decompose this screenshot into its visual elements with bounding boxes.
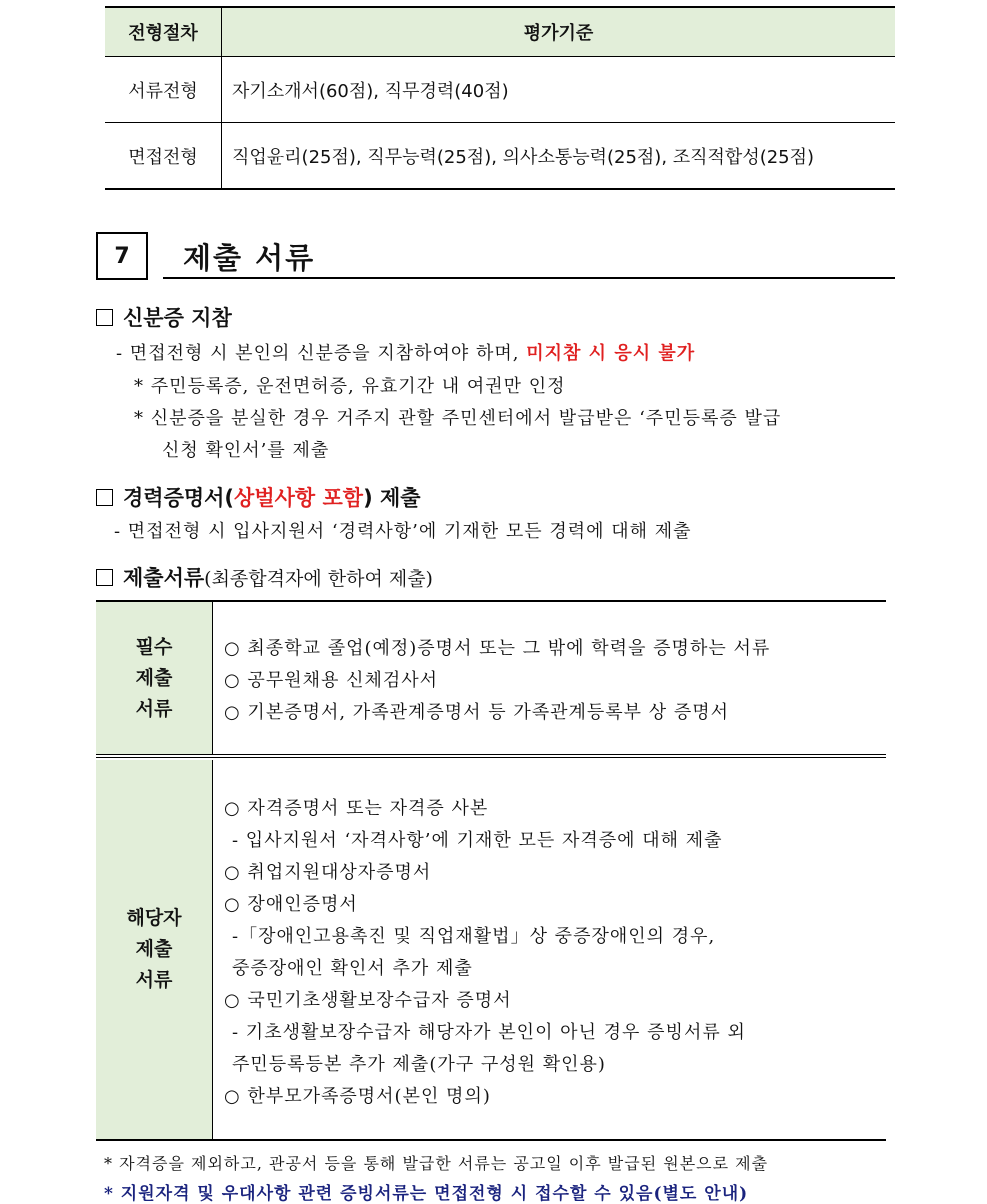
id-card-note: * 신분증을 분실한 경우 거주지 관할 주민센터에서 발급받은 ‘주민등록증 발급 <box>134 408 782 429</box>
applicable-item: ○ 장애인증명서 <box>224 894 358 915</box>
criteria-cell: 직업윤리(25점), 직무능력(25점), 의사소통능력(25점), 조직적합성(25점) <box>222 123 896 190</box>
applicable-item: - 기초생활보장수급자 해당자가 본인이 아닌 경우 증빙서류 외 <box>232 1022 746 1043</box>
applicable-item: ○ 자격증명서 또는 자격증 사본 <box>224 798 489 819</box>
submit-heading-note: (최종합격자에 한하여 제출) <box>204 568 433 590</box>
required-documents-label <box>96 602 212 754</box>
applicable-item: -「장애인고용촉진 및 직업재활법」상 중증장애인의 경우, <box>232 926 716 947</box>
applicable-item: ○ 국민기초생활보장수급자 증명서 <box>224 990 512 1011</box>
label-line: 서류 <box>135 969 173 991</box>
career-heading-emphasis: 상벌사항 포함 <box>234 486 364 510</box>
footnote-highlight: * 지원자격 및 우대사항 관련 증빙서류는 면접전형 시 접수할 수 있음(별도 안내) <box>104 1184 749 1204</box>
table-double-divider <box>96 754 886 758</box>
column-header-stage: 전형절차 <box>105 7 222 57</box>
applicable-item: - 입사지원서 ‘자격사항’에 기재한 모든 자격증에 대해 제출 <box>232 830 723 851</box>
applicable-documents-label <box>96 760 212 1139</box>
column-divider <box>212 602 213 754</box>
table-row <box>105 57 895 123</box>
checkbox-square-icon <box>96 569 113 586</box>
career-heading-suffix: ) 제출 <box>363 486 421 510</box>
footnote: * 자격증을 제외하고, 관공서 등을 통해 발급한 서류는 공고일 이후 발급된 원본으로 제출 <box>104 1154 769 1173</box>
stage-cell: 서류전형 <box>105 57 222 123</box>
table-header-row <box>105 7 895 57</box>
checkbox-square-icon <box>96 489 113 506</box>
criteria-cell: 자기소개서(60점), 직무경력(40점) <box>222 57 896 123</box>
applicable-item: ○ 한부모가족증명서(본인 명의) <box>224 1086 491 1107</box>
applicable-item: 주민등록등본 추가 제출(가구 구성원 확인용) <box>232 1054 606 1075</box>
career-heading <box>96 482 421 512</box>
required-item: ○ 공무원채용 신체검사서 <box>224 670 439 691</box>
id-card-heading <box>96 302 232 332</box>
label-line: 필수 <box>135 635 173 658</box>
checkbox-square-icon <box>96 309 113 326</box>
section-number: 7 <box>96 232 148 280</box>
id-card-line-text: - 면접전형 시 본인의 신분증을 지참하여야 하며, <box>116 343 527 364</box>
id-card-note: 신청 확인서’를 제출 <box>162 440 330 461</box>
submit-heading <box>96 562 433 592</box>
id-card-line <box>116 339 695 365</box>
id-card-note: * 주민등록증, 운전면허증, 유효기간 내 여권만 인정 <box>134 376 566 397</box>
required-item: ○ 최종학교 졸업(예정)증명서 또는 그 밖에 학력을 증명하는 서류 <box>224 638 771 659</box>
column-divider <box>212 760 213 1139</box>
id-card-warning: 미지참 시 응시 불가 <box>526 343 696 364</box>
required-item: ○ 기본증명서, 가족관계증명서 등 가족관계등록부 상 증명서 <box>224 702 730 723</box>
label-line: 서류 <box>135 697 173 720</box>
id-card-heading-text: 신분증 지참 <box>123 306 232 330</box>
career-heading-text: 경력증명서( <box>123 486 235 510</box>
label-line: 제출 <box>135 666 173 689</box>
evaluation-criteria-table <box>105 6 895 190</box>
career-line: - 면접전형 시 입사지원서 ‘경력사항’에 기재한 모든 경력에 대해 제출 <box>114 521 692 542</box>
label-line: 해당자 <box>126 907 182 929</box>
table-top-border <box>96 600 886 602</box>
table-bottom-border <box>96 1139 886 1141</box>
table-row <box>105 123 895 190</box>
section-title: 제출 서류 <box>183 241 316 275</box>
column-header-criteria: 평가기준 <box>222 7 896 57</box>
label-line: 제출 <box>135 938 173 960</box>
submit-heading-text: 제출서류 <box>123 566 205 590</box>
section-underline <box>163 277 895 279</box>
applicable-item: 중증장애인 확인서 추가 제출 <box>232 958 473 979</box>
stage-cell: 면접전형 <box>105 123 222 190</box>
applicable-item: ○ 취업지원대상자증명서 <box>224 862 432 883</box>
